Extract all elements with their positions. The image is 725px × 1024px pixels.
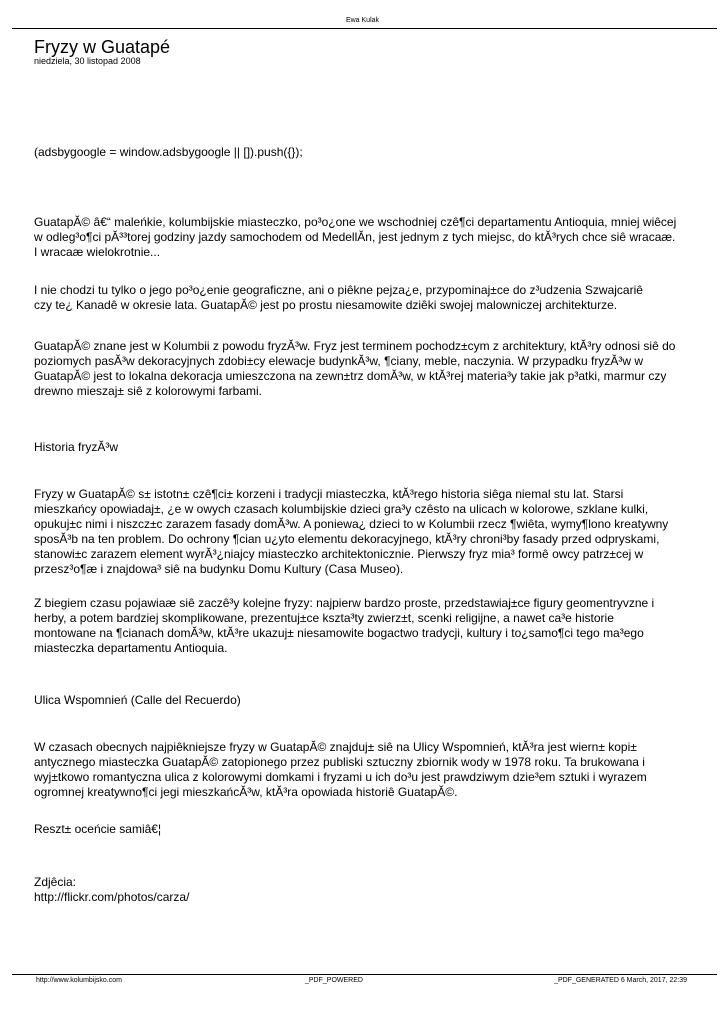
- street-paragraph: [34, 740, 694, 800]
- section1-paragraph-1: Fryzy w GuatapĂ© s± istotn± czê¶ci± korzeni i tradycji miasteczka, ktĂ³rego historia siêga niemal stu lat. Starsi mieszkańcy opowiadaj±, ¿e w owych czasach kolumbijskie dzieci gra³y czêsto na ulicach w kolorowe, szklane kulki, opukuj±c nimi i niszcz±c zarazem fasady domĂ³w. A poniewa¿ dzieci to w Kolumbii rzecz ¶wiêta, wymy¶lono kreatywny sposĂ³b na ten problem. Do ochrony ¶cian u¿yto elementu dekoracyjnego, ktĂ³ry chroni³by fasady przed odpryskami, stanowi±c zarazem element wyrĂ³¿niajcy miasteczko architektonicznie. Pierwszy fryz mia³ formê owcy patrz±cej w przesz³o¶æ i znajdowa³ siê na budynku Domu Kultury (Casa Museo).: [34, 487, 669, 576]
- history-paragraph-2: [34, 596, 694, 656]
- section2-paragraph-2: Reszt± oceńcie samiâ€¦: [34, 822, 162, 836]
- footer-powered: _PDF_POWERED: [305, 977, 363, 984]
- section1-heading: Historia fryzĂ³w: [34, 440, 119, 454]
- section-heading-history: [34, 440, 694, 455]
- photo-url: http://flickr.com/photos/carza/: [34, 890, 190, 904]
- ad-code-line: (adsbygoogle = window.adsbygoogle || []).push({});: [34, 145, 303, 159]
- article-title: Fryzy w Guatapé: [34, 37, 171, 57]
- header-divider: [12, 28, 717, 29]
- page-header-author: Ewa Kulak: [345, 17, 380, 24]
- section1-paragraph-2: Z biegiem czasu pojawiaæ siê zaczê³y kolejne fryzy: najpierw bardzo proste, przedstawiaj±ce figury geomentryvzne i herby, a potem bardziej skomplikowane, prezentuj±ce kszta³ty zwierz±t, scenki religijne, a nawet ca³e historie montowane na ¶cianach domĂ³w, ktĂ³re ukazuj± niesamowite bogactwo tradycji, kultury i to¿samo¶ci tego ma³ego miasteczka departamentu Antioquia.: [34, 596, 655, 655]
- footer-generated: _PDF_GENERATED 6 March, 2017, 22:39: [554, 977, 687, 984]
- article-date: niedziela, 30 listopad 2008: [34, 56, 141, 66]
- paragraph-2: I nie chodzi tu tylko o jego po³o¿enie geograficzne, ani o piêkne pejza¿e, przypominaj±ce do z³udzenia Szwajcariê czy te¿ Kanadê w okresie lata. GuatapĂ© jest po prostu niesamowite dziêki swojej malowniczej architekturze.: [34, 283, 643, 312]
- section-heading-street: [34, 693, 694, 708]
- footer-divider: [12, 974, 717, 975]
- closing-line: [34, 822, 694, 837]
- paragraph-3: GuatapĂ© znane jest w Kolumbii z powodu fryzĂ³w. Fryz jest terminem pochodz±cym z architektury, ktĂ³ry odnosi siê do poziomych pasĂ³w dekoracyjnych zdobi±cy elewacje budynkĂ³w, ¶ciany, meble, naczynia. W przypadku fryzĂ³w w GuatapĂ© jest to lokalna dekoracja umieszczona na zewn±trz domĂ³w, w ktĂ³rej materia³y takie jak p³atki, marmur czy drewno mieszaj± siê z kolorowymi farbami.: [34, 339, 676, 398]
- intro-paragraph: [34, 215, 694, 260]
- history-paragraph-1: [34, 487, 694, 577]
- geography-paragraph: [34, 283, 694, 313]
- footer-site-url: http://www.kolumbijsko.com: [36, 977, 122, 984]
- photo-label: Zdjêcia:: [34, 875, 77, 889]
- section2-paragraph-1: W czasach obecnych najpiêkniejsze fryzy w GuatapĂ© znajduj± siê na Ulicy Wspomnień, ktĂ³ra jest wiern± kopi± antycznego miasteczka GuatapĂ© zatopionego przez publiski sztuczny zbiornik wody w 1978 roku. Ta brukowana i wyj±tkowo romantyczna ulica z kolorowymi domkami i fryzami u ich do³u jest prawdziwym dzie³em sztuki i wyrazem ogromnej kreatywno¶ci jegi mieszkańcĂ³w, ktĂ³ra opowiada historiê GuatapĂ©.: [34, 740, 647, 799]
- photo-credit: [34, 875, 694, 905]
- paragraph-1: GuatapĂ© â€“ maleńkie, kolumbijskie miasteczko, po³o¿one we wschodniej czê¶ci departamentu Antioquia, mniej wiêcej w odleg³o¶ci pĂ³³torej godziny jazdy samochodem od MedellĂn, jest jednym z tych miejsc, do ktĂ³rych chce siê wracaæ. I wracaæ wielokrotnie...: [34, 215, 677, 259]
- section2-heading: Ulica Wspomnień (Calle del Recuerdo): [34, 693, 241, 707]
- friezes-paragraph: [34, 339, 694, 399]
- ad-code-text: [34, 145, 694, 160]
